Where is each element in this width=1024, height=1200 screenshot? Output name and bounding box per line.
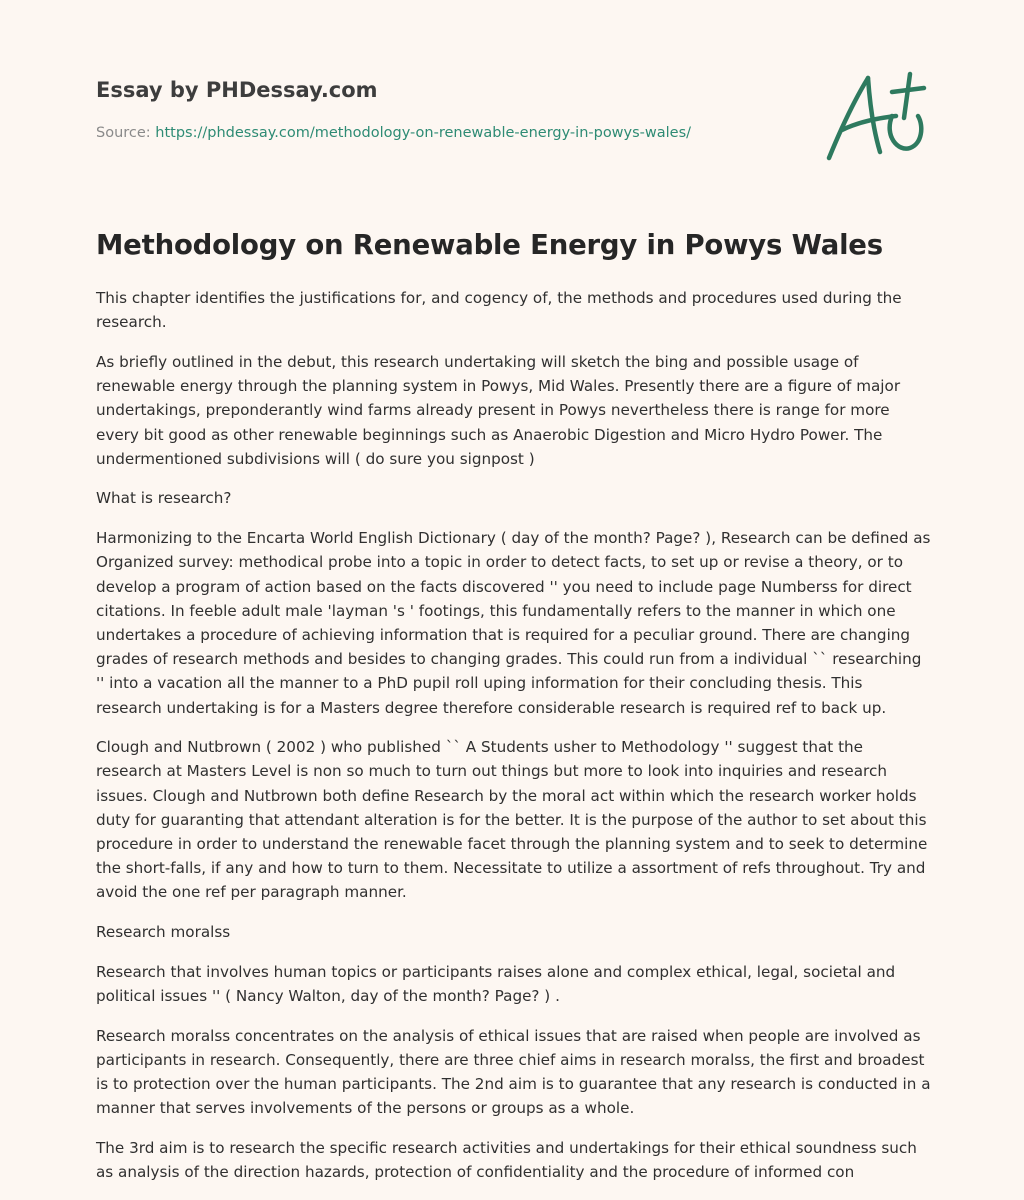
essay-content bbox=[96, 226, 932, 1200]
site-brand: Essay by PHDessay.com bbox=[96, 78, 378, 102]
essay-header bbox=[96, 76, 796, 143]
paragraph: The 3rd aim is to research the specific research activities and undertakings for their ethical soundness such as analysis of the direction hazards, protection of confidentiality and the procedure of informed con bbox=[96, 1139, 917, 1182]
source-line bbox=[96, 123, 796, 143]
section-heading: Research moralss bbox=[96, 923, 231, 942]
paragraph: Clough and Nutbrown ( 2002 ) who published `` A Students usher to Methodology '' suggest that the research at Masters Level is non so much to turn out things but more to look into inquiries and research issues. Clough and Nutbrown both define Research by the moral act within which the research worker holds duty for guaranting that attendant alteration is for the better. It is the purpose of the author to set about this procedure in order to understand the renewable facet through the planning system and to seek to determine the short-falls, if any and how to turn to them. Necessitate to utilize a assortment of refs throughout. Try and avoid the one ref per paragraph manner. bbox=[96, 738, 928, 902]
paragraph: This chapter identifies the justifications for, and cogency of, the methods and procedures used during the research. bbox=[96, 289, 902, 332]
paragraph: Research moralss concentrates on the analysis of ethical issues that are raised when people are involved as participants in research. Consequently, there are three chief aims in research moralss, the first and broadest is to protection over the human participants. The 2nd aim is to guarantee that any research is conducted in a manner that serves involvements of the persons or groups as a whole. bbox=[96, 1026, 931, 1118]
paragraph: Harmonizing to the Encarta World English Dictionary ( day of the month? Page? ), Research can be defined as Organized survey: methodical probe into a topic in order to detect facts, to set up or revise a theory, or to develop a program of action based on the facts discovered '' you need to include page Numberss for direct citations. In feeble adult male 'layman 's ' footings, this fundamentally refers to the manner in which one undertakes a procedure of achieving information that is required for a peculiar ground. There are changing grades of research methods and besides to changing grades. This could run from a individual `` researching '' into a vacation all the manner to a PhD pupil roll uping information for their concluding thesis. This research undertaking is for a Masters degree therefore considerable research is required ref to back up. bbox=[96, 529, 931, 717]
source-link[interactable]: https://phdessay.com/methodology-on-renewable-energy-in-powys-wales/ bbox=[155, 125, 692, 141]
section-heading: What is research? bbox=[96, 489, 232, 508]
source-label: Source: bbox=[96, 125, 156, 141]
paragraph: Research that involves human topics or participants raises alone and complex ethical, legal, societal and political issues '' ( Nancy Walton, day of the month? Page? ) . bbox=[96, 962, 896, 1006]
essay-title: Methodology on Renewable Energy in Powys Wales bbox=[96, 229, 883, 261]
a-plus-grade-icon bbox=[820, 66, 930, 166]
paragraph: As briefly outlined in the debut, this research undertaking will sketch the bing and possible usage of renewable energy through the planning system in Powys, Mid Wales. Presently there are a figure of major undertakings, preponderantly wind farms already present in Powys nevertheless there is range for more every bit good as other renewable beginnings such as Anaerobic Digestion and Micro Hydro Power. The undermentioned subdivisions will ( do sure you signpost ) bbox=[96, 352, 901, 468]
